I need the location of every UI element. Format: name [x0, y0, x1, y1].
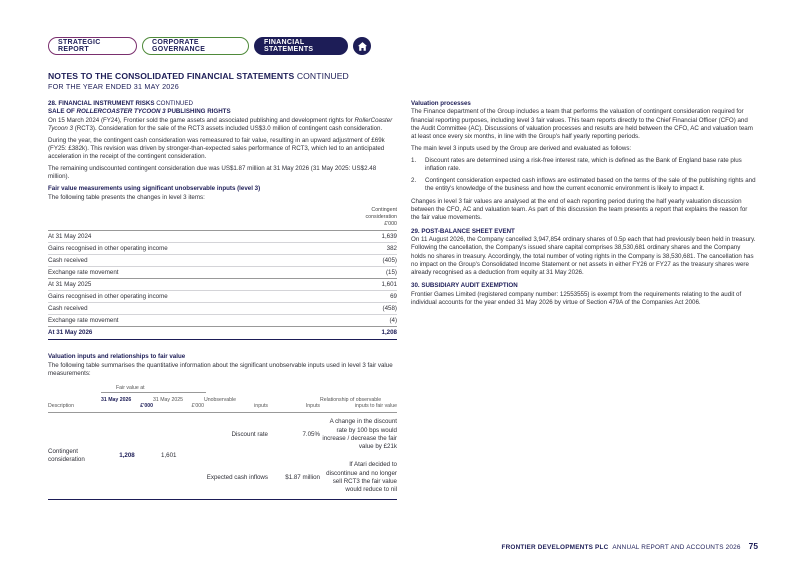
fair-value-heading: Fair value measurements using significant unobservable inputs (level 3) — [48, 185, 261, 193]
page-subtitle: FOR THE YEAR ENDED 31 MAY 2026 — [48, 82, 179, 91]
relationship-text: If Atari decided to discontinue and no longer sell RCT3 the fair value would reduce to nil — [326, 461, 397, 494]
valuation-inputs-intro: The following table summarises the quantitative information about the significant unobservable inputs used in level 3 fair value measurements: — [48, 361, 393, 378]
home-button[interactable] — [353, 37, 371, 55]
input-value: 7.05% — [302, 430, 320, 438]
fair-value-divider — [101, 392, 206, 393]
undiscounted-paragraph: The remaining undiscounted contingent consideration due was US$1.87 million at 31 May 2026 (31 May 2025: US$2.48 million). — [48, 164, 377, 181]
nav-corporate-governance[interactable]: CORPORATE GOVERNANCE — [142, 37, 249, 55]
footer-report: ANNUAL REPORT AND ACCOUNTS 2026 — [612, 544, 741, 551]
valuation-inputs-table — [48, 384, 397, 499]
fair-value-at-label: Fair value at — [116, 385, 145, 392]
unobservable-input: Expected cash inflows — [206, 473, 268, 481]
table-row: Exchange rate movement (4) — [48, 315, 397, 327]
note-30-heading: 30. SUBSIDIARY AUDIT EXEMPTION — [411, 282, 518, 290]
valuation-processes-paragraph: The Finance department of the Group includes a team that performs the valuation of contingent consideration required for financial reporting purposes, including level 3 fair values. This team reports directly to the Chief Financial Officer (CFO) and the Audit Committee (AC). Discussions of valuation processes and results are held between the CFO, AC and valuation team at least once every six months, in line with the Group's half yearly reporting periods. — [411, 108, 753, 141]
unobservable-input: Discount rate — [231, 430, 268, 438]
nav-financial-statements[interactable]: FINANCIAL STATEMENTS — [254, 37, 348, 55]
level3-inputs-intro: The main level 3 inputs used by the Group are derived and evaluated as follows: — [411, 144, 632, 152]
table-row: At 31 May 2025 1,601 — [48, 279, 397, 291]
left-column — [48, 100, 397, 500]
section-nav — [48, 37, 371, 55]
rct3-sale-heading: SALE OF ROLLERCOASTER TYCOON 3 PUBLISHING RIGHTS — [48, 108, 231, 116]
footer-company: FRONTIER DEVELOPMENTS PLC — [501, 544, 609, 551]
table-row: Cash received (458) — [48, 303, 397, 315]
home-icon — [357, 41, 368, 52]
rct3-sale-paragraph: On 15 March 2024 (FY24), Frontier sold the game assets and associated publishing and development rights for RollerCoaster Tycoon 3 (RCT3). Consideration for the sale of the RCT3 assets included US$3.0 million of contingent cash consideration. — [48, 116, 393, 132]
fair-value-intro: The following table presents the changes in level 3 items: — [48, 193, 205, 201]
note-29-heading: 29. POST-BALANCE SHEET EVENT — [411, 227, 515, 235]
list-item: 1. Discount rates are determined using a risk-free interest rate, which is defined as the Bank of England base rate plus inflation rate. — [411, 156, 742, 172]
table-row: At 31 May 2024 1,639 — [48, 231, 397, 243]
table-row: Exchange rate movement (15) — [48, 267, 397, 279]
page-title: NOTES TO THE CONSOLIDATED FINANCIAL STATEMENTS CONTINUED — [48, 71, 349, 81]
level3-column-header: Contingent consideration £'000 — [48, 207, 397, 231]
note-29-paragraph: On 11 August 2026, the Company cancelled 3,947,854 ordinary shares of 0.5p each that had previously been held in treasury. Following the cancellation, the Company's issued share capital comprises 38,530,681 ordinary shares and the Company holds no shares in treasury. Accordingly, the total number of voting rights in the Company is 38,530,681. The cancellation has no impact on the Group's Consolidated Income Statement or net assets in either FY26 or FY27 as the treasury shares were already recognised as a deduction from equity at 31 May 2026. — [411, 235, 756, 277]
page-number: 75 — [748, 541, 758, 551]
table-row: Cash received (405) — [48, 255, 397, 267]
valuation-description: Contingent consideration — [48, 448, 85, 463]
right-column — [411, 100, 756, 311]
nav-strategic-report[interactable]: STRATEGIC REPORT — [48, 37, 137, 55]
page-footer — [502, 541, 759, 551]
list-item: 2. Contingent consideration expected cash inflows are estimated based on the terms of the sale of the publishing rights and the entity's knowledge of the business and how the current economic environment is likely to impact it. — [411, 177, 756, 193]
value-2026: 1,208 — [119, 451, 135, 459]
level3-table — [48, 207, 397, 340]
input-value: $1.87 million — [285, 473, 320, 481]
table-row: Gains recognised in other operating income 69 — [48, 291, 397, 303]
valuation-inputs-heading: Valuation inputs and relationships to fair value — [48, 353, 186, 361]
valuation-processes-heading: Valuation processes — [411, 100, 471, 107]
relationship-text: A change in the discount rate by 100 bps would increase / decrease the fair value by £21k — [322, 418, 397, 451]
table-total-row: At 31 May 2026 1,208 — [48, 327, 397, 340]
changes-paragraph: Changes in level 3 fair values are analysed at the end of each reporting period during the half yearly valuation discussion between the CFO, AC and valuation team. As part of this discussion the team presents a report that explains the reason for the fair value movements. — [411, 197, 748, 222]
valuation-table-body — [48, 413, 397, 500]
valuation-table-header: Description 31 May 2026 £'000 31 May 2025 £'000 Unobservable inputs Inputs Relationship of observable inputs to fair value — [48, 397, 397, 413]
note-28-heading: 28. FINANCIAL INSTRUMENT RISKS CONTINUED — [48, 100, 193, 107]
value-2025: 1,601 — [161, 451, 177, 459]
level3-inputs-list — [411, 157, 756, 194]
note-30-paragraph: Frontier Games Limited (registered company number: 12553555) is exempt from the requirements relating to the audit of individual accounts for the year ended 31 May 2026 by virtue of Section 479A of the Companies Act 2006. — [411, 290, 742, 307]
table-row: Gains recognised in other operating income 382 — [48, 243, 397, 255]
remeasurement-paragraph: During the year, the contingent cash consideration was remeasured to fair value, resulting in an upward adjustment of £69k (FY25: £382k). This revision was driven by stronger-than-expected sales performance of RCT3, which led to an anticipated acceleration in the receipt of the contingent consideration. — [48, 136, 385, 161]
